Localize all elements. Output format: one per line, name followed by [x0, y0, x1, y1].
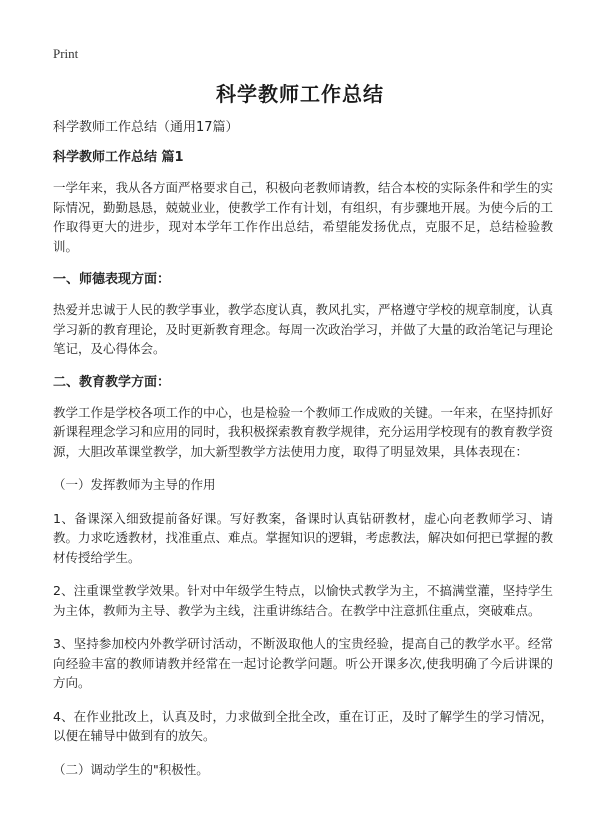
section-heading-teaching: 二、教育教学方面：: [53, 374, 171, 390]
print-link[interactable]: Print: [53, 46, 79, 61]
subsection-heading-student-motivation: （二）调动学生的"积极性。: [53, 761, 209, 777]
ethics-paragraph: 热爱并忠诚于人民的教学事业，教学态度认真，教风扎实，严格遵守学校的规章制度，认真学习新的教育理论，及时更新教育理念。每周一次政治学习，并做了大量的政治笔记与理论笔记，及心得体会。: [53, 302, 554, 356]
list-item-lesson-prep: 1、备课深入细致提前备好课。写好教案，备课时认真钻研教材，虚心向老教师学习、请教。力求吃透教材，找准重点、难点。掌握知识的逻辑，考虑教法，解决如何把已掌握的教材传授给学生。: [53, 510, 554, 565]
list-item-classroom-effect: 2、注重课堂教学效果。针对中年级学生特点，以愉快式教学为主，不搞满堂灌，坚持学生为主体，教师为主导、教学为主线，注重讲练结合。在教学中注意抓住重点，突破难点。: [53, 583, 553, 618]
article-heading: 科学教师工作总结 篇1: [53, 150, 184, 165]
subsection-heading-teacher-role: （一）发挥教师为主导的作用: [53, 477, 216, 492]
teaching-paragraph: 教学工作是学校各项工作的中心，也是检验一个教师工作成败的关键。一年来，在坚持抓好新课程理念学习和应用的同时，我积极探索教育教学规律，充分运用学校现有的教育教学资源，大胆改革课堂教学，加大新型教学方法使用力度，取得了明显效果，具体表现在：: [53, 404, 554, 459]
page-title: 科学教师工作总结: [216, 82, 384, 106]
intro-paragraph: 一学年来，我从各方面严格要求自己，积极向老教师请教，结合本校的实际条件和学生的实际情况，勤勤恳恳，兢兢业业，使教学工作有计划，有组织，有步骤地开展。为使今后的工作取得更大的进步，现对本学年工作作出总结，希望能发扬优点，克服不足，总结检验教训。: [53, 180, 554, 254]
document-subtitle: 科学教师工作总结（通用17篇）: [53, 120, 239, 135]
list-item-homework-grading: 4、在作业批改上，认真及时，力求做到全批全改，重在订正，及时了解学生的学习情况，以便在辅导中做到有的放矢。: [53, 708, 553, 743]
document-body: [53, 118, 553, 793]
section-heading-ethics: 一、师德表现方面：: [53, 272, 171, 287]
list-item-teaching-research: 3、坚持参加校内外教学研讨活动，不断汲取他人的宝贵经验，提高自己的教学水平。经常向经验丰富的教师请教并经常在一起讨论教学问题。听公开课多次,使我明确了今后讲课的方向。: [53, 636, 553, 690]
